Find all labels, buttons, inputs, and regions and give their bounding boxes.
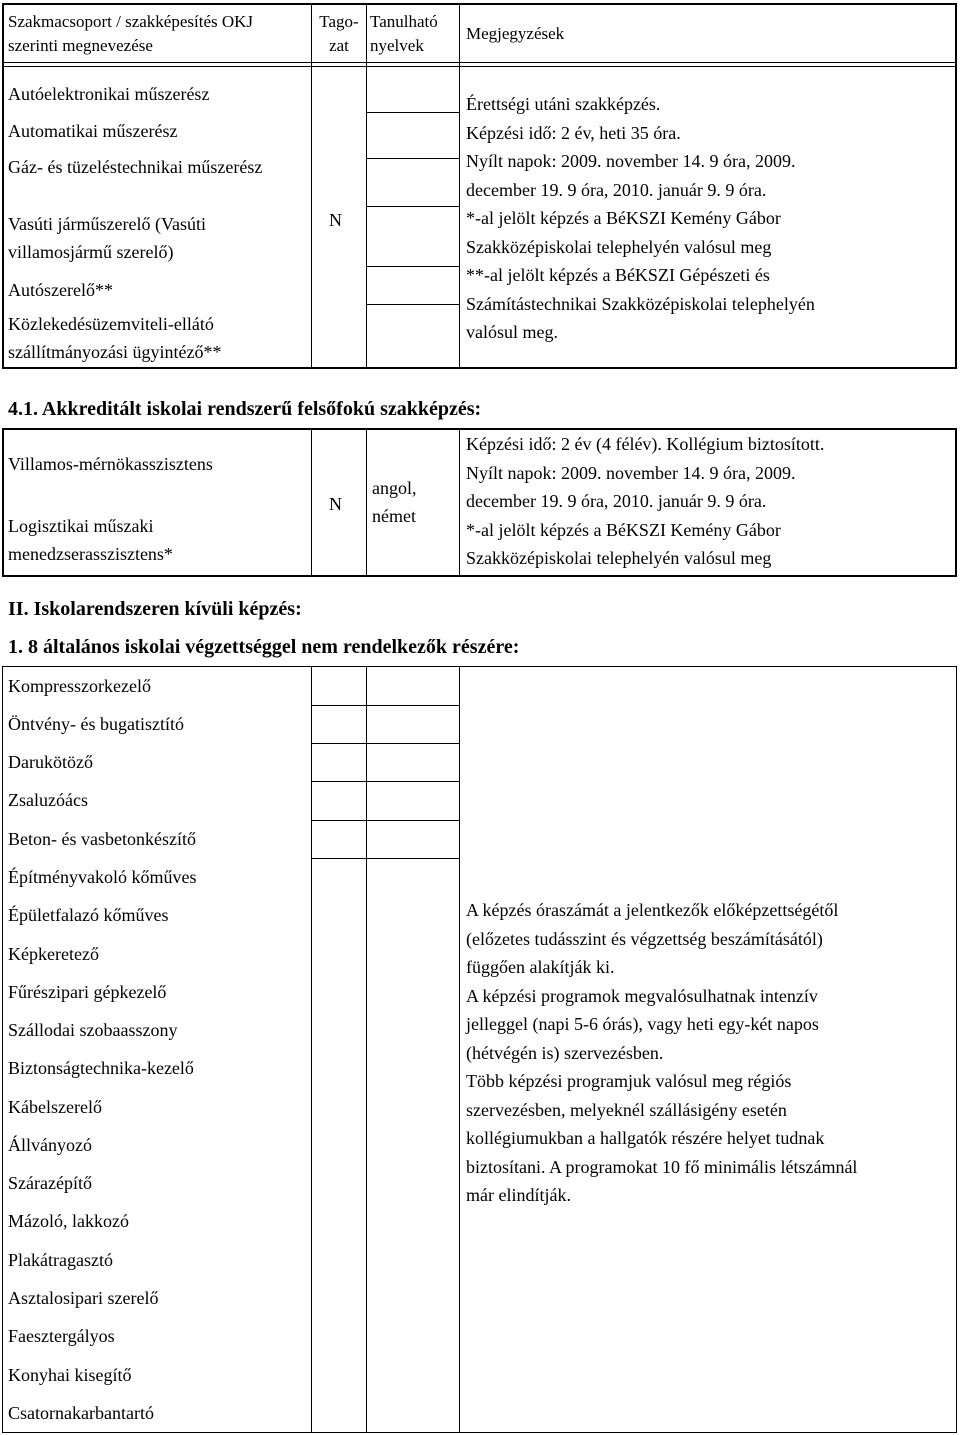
note-line: Képzési idő: 2 év (4 félév). Kollégium biztosított. (466, 434, 825, 454)
list-item: Épületfalazó kőműves (8, 905, 169, 925)
list-item: Biztonságtechnika-kezelő (8, 1058, 194, 1078)
section-II-title: II. Iskolarendszeren kívüli képzés: (8, 598, 302, 620)
table1-row: Közlekedésüzemviteli-ellátó szállítmányozási ügyintéző** (8, 314, 222, 362)
list-item: Beton- és vasbetonkészítő (8, 829, 196, 849)
table1-col-line-3 (459, 3, 460, 369)
list-item: Kábelszerelő (8, 1097, 102, 1117)
note-line: (előzetes tudásszint és végzettség beszámításától) (466, 928, 823, 949)
table2-col-line-2 (366, 428, 367, 577)
lang-row-line (366, 112, 459, 113)
list-item: Mázoló, lakkozó (8, 1211, 129, 1231)
lang-row-line (366, 206, 459, 207)
table1-header-divider-2 (2, 66, 957, 67)
note-line: (hétvégén is) szervezésben. (466, 1042, 664, 1063)
table3-row-line (311, 705, 459, 706)
note-line: Képzési idő: 2 év, heti 35 óra. (466, 122, 681, 143)
list-item: Plakátragasztó (8, 1250, 113, 1270)
list-item: Fűrészipari gépkezelő (8, 982, 167, 1002)
table2-row: Logisztikai műszaki menedzserasszisztens* (8, 516, 173, 564)
table2-form-value: N (329, 494, 342, 514)
table1-row: Vasúti járműszerelő (Vasúti villamosjármű szerelő) (8, 214, 206, 262)
note-line: Több képzési programjuk valósul meg régiós (466, 1071, 792, 1091)
note-line: már elindítják. (466, 1185, 571, 1205)
list-item: Asztalosipari szerelő (8, 1288, 159, 1308)
table3-row-line (311, 781, 459, 782)
note-line: szervezésben, melyeknél szállásigény esetén (466, 1099, 787, 1120)
lang-row-line (366, 158, 459, 159)
note-line: Szakközépiskolai telephelyén valósul meg (466, 548, 772, 568)
note-line: Nyílt napok: 2009. november 14. 9 óra, 2009. (466, 151, 796, 171)
list-item: Szállodai szobaasszony (8, 1020, 178, 1040)
table2-col-line-3 (459, 428, 460, 577)
list-item: Öntvény- és bugatisztító (8, 714, 184, 734)
list-item: Szárazépítő (8, 1173, 92, 1193)
table3-row-line (311, 743, 459, 744)
table2-row: Villamos-mérnökasszisztens (8, 454, 213, 474)
table1-col-line-2 (366, 3, 367, 369)
table2-languages: angol, német (372, 478, 417, 526)
list-item: Képkeretező (8, 944, 99, 964)
list-item: Építményvakoló kőműves (8, 867, 197, 887)
header-notes: Megjegyzések (466, 24, 565, 43)
table1-header-divider (2, 62, 957, 63)
table3-row-line (311, 858, 459, 859)
table2-notes (466, 430, 824, 573)
lang-row-line (366, 304, 459, 305)
note-line: jelleggel (napi 5-6 órás), vagy heti egy-két napos (466, 1014, 819, 1034)
table2-col-line-1 (311, 428, 312, 577)
list-item: Állványozó (8, 1135, 92, 1155)
note-line: kollégiumukban a hallgatók részére helyet tudnak (466, 1128, 825, 1148)
table1-col-line-1 (311, 3, 312, 369)
table3-items (0, 666, 311, 1433)
table1-row: Autószerelő** (8, 280, 113, 300)
list-item: Konyhai kisegítő (8, 1365, 132, 1385)
table3-col-line-3 (459, 666, 460, 1433)
note-line: Számítástechnikai Szakközépiskolai telephelyén (466, 293, 815, 314)
note-line: Szakközépiskolai telephelyén valósul meg (466, 236, 772, 257)
note-line: *-al jelölt képzés a BéKSZI Kemény Gábor (466, 208, 781, 228)
list-item: Faesztergályos (8, 1326, 115, 1346)
list-item: Darukötöző (8, 752, 93, 772)
note-line: valósul meg. (466, 322, 558, 342)
table3-row-line (311, 820, 459, 821)
section-4-1-title: 4.1. Akkreditált iskolai rendszerű felsőfokú szakképzés: (8, 398, 482, 420)
note-line: **-al jelölt képzés a BéKSZI Gépészeti és (466, 265, 770, 285)
section-II-subtitle: 1. 8 általános iskolai végzettséggel nem rendelkezők részére: (8, 636, 520, 658)
note-line: biztosítani. A programokat 10 fő minimális létszámnál (466, 1156, 858, 1177)
table1-notes (466, 90, 815, 347)
note-line: december 19. 9 óra, 2010. január 9. 9 óra. (466, 491, 767, 511)
note-line: *-al jelölt képzés a BéKSZI Kemény Gábor (466, 519, 781, 540)
note-line: Érettségi utáni szakképzés. (466, 94, 661, 114)
table3-notes (466, 896, 857, 1210)
table1-row: Autóelektronikai műszerész (8, 84, 210, 104)
list-item: Zsaluzóács (8, 790, 88, 810)
list-item: Kompresszorkezelő (8, 676, 151, 696)
table1-form-value: N (329, 210, 342, 230)
note-line: A képzés óraszámát a jelentkezők előképzettségétől (466, 900, 839, 920)
note-line: függően alakítják ki. (466, 957, 615, 977)
table1-row: Gáz- és tüzeléstechnikai műszerész (8, 157, 263, 177)
lang-row-line (366, 266, 459, 267)
note-line: A képzési programok megvalósulhatnak intenzív (466, 985, 818, 1006)
note-line: december 19. 9 óra, 2010. január 9. 9 óra. (466, 179, 767, 200)
note-line: Nyílt napok: 2009. november 14. 9 óra, 2009. (466, 462, 796, 483)
header-languages: Tanulható nyelvek (370, 12, 438, 55)
header-name: Szakmacsoport / szakképesítés OKJ szerinti megnevezése (8, 12, 254, 55)
header-form: Tago-zat (319, 12, 359, 55)
list-item: Csatornakarbantartó (8, 1403, 154, 1423)
table1-row: Automatikai műszerész (8, 121, 178, 141)
